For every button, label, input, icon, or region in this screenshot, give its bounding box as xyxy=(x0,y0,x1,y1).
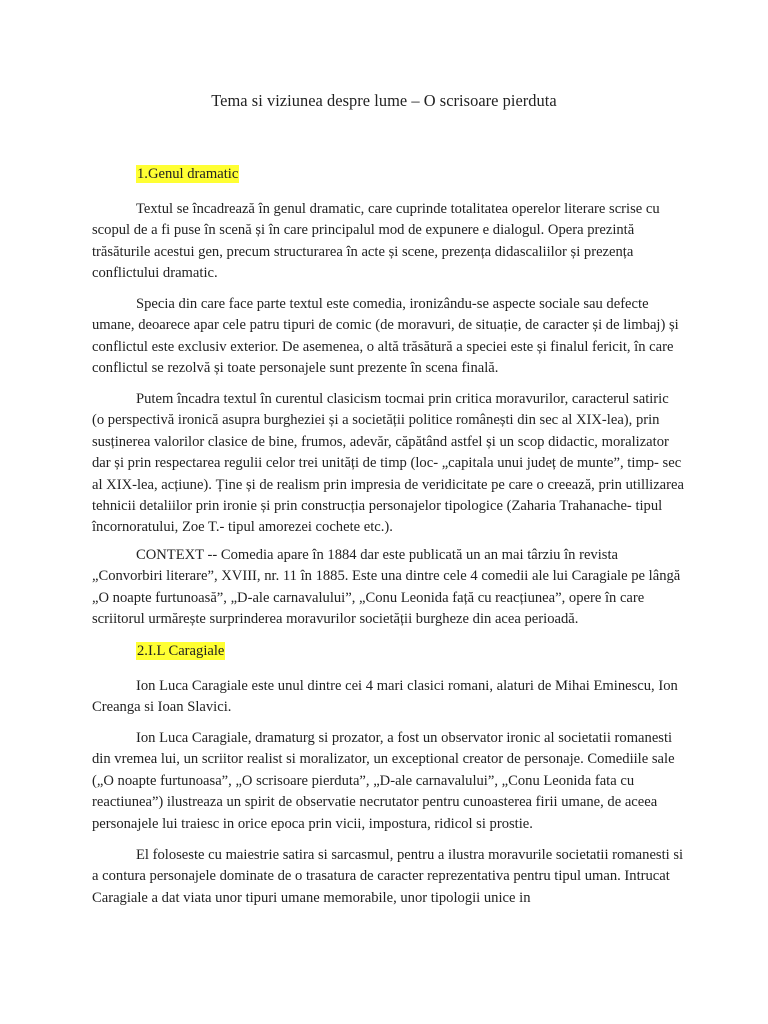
paragraph-context: CONTEXT -- Comedia apare în 1884 dar este publicată un an mai târziu în revista „Convorbiri literare”, XVIII, nr. 11 în 1885. Este una dintre cele 4 comedii ale lui Caragiale pe lângă „O noapte furtunoasă”, „D-ale carnavalului”, „Conu Leonida față cu reacțiunea”, opere în care scriitorul urmărește surprinderea moravurilor societății burgheze din acea perioadă. xyxy=(92,547,681,628)
paragraph-satira-sarcasm: El foloseste cu maiestrie satira si sarcasmul, pentru a ilustra moravurile societatii romanesti si a contura personajele dominate de o trasatura de caracter reprezentativa pentru tipul uman. Intrucat Caragiale a dat viata unor tipuri umane memorabile, unor tipologii unice in xyxy=(92,847,684,906)
paragraph-specia-comedia: Specia din care face parte textul este comedia, ironizându-se aspecte sociale sau defecte umane, deoarece apar cele patru tipuri de comic (de moravuri, de situație, de caracter și de limbaj) și conflictul este exclusiv exterior. De asemenea, o altă trăsătură a speciei este și finalul fericit, în care conflictul se rezolvă și toate personajele sunt prezente în scena finală. xyxy=(92,296,679,377)
paragraph-dramaturg-prozator: Ion Luca Caragiale, dramaturg si prozator, a fost un observator ironic al societatii romanesti din vremea lui, un scriitor realist si moralizator, un exceptional creator de personaje. Comediile sale („O noapte furtunoasa”, „O scrisoare pierduta”, „D-ale carnavalului”, „Conu Leonida fata cu reactiunea”) ilustreaza un spirit de observatie necrutator pentru cunoasterea firii umane, de aceea personajele lui traiesc in orice epoca prin vicii, impostura, ridicol si prostie. xyxy=(92,730,675,832)
section-heading-genul-dramatic: 1.Genul dramatic xyxy=(137,166,239,182)
document-title: Tema si viziunea despre lume – O scrisoare pierduta xyxy=(211,91,557,110)
paragraph-clasici-romani: Ion Luca Caragiale este unul dintre cei 4 mari clasici romani, alaturi de Mihai Eminescu, Ion Creanga si Ioan Slavici. xyxy=(92,678,678,716)
section-heading-caragiale: 2.I.L Caragiale xyxy=(137,643,225,659)
paragraph-curent-clasicism: Putem încadra textul în curentul clasicism tocmai prin critica moravurilor, caracterul satiric (o perspectivă ironică asupra burgheziei și a societății politice românești din sec al XIX-lea), prin susținerea valorilor clasice de bine, frumos, adevăr, căpătând astfel și un scop didactic, moralizator dar și prin respectarea regulii celor trei unități de timp (loc- „capitala unui județ de munte”, timp- sec al XIX-lea, acțiune). Ține și de realism prin impresia de veridicitate pe care o creează, prin utillizarea tehnicii detaliilor prin ironie și prin construcția personajelor tipologice (Zaharia Trahanache- tipul încornoratului, Zoe T.- tipul amorezei cochete etc.). xyxy=(92,391,684,536)
paragraph-gen-dramatic: Textul se încadrează în genul dramatic, care cuprinde totalitatea operelor literare scrise cu scopul de a fi puse în scenă și în care principalul mod de expunere e dialogul. Opera prezintă trăsăturile acestui gen, precum structurarea în acte și scene, prezența didascaliilor și prezența conflictului dramatic. xyxy=(92,201,660,282)
